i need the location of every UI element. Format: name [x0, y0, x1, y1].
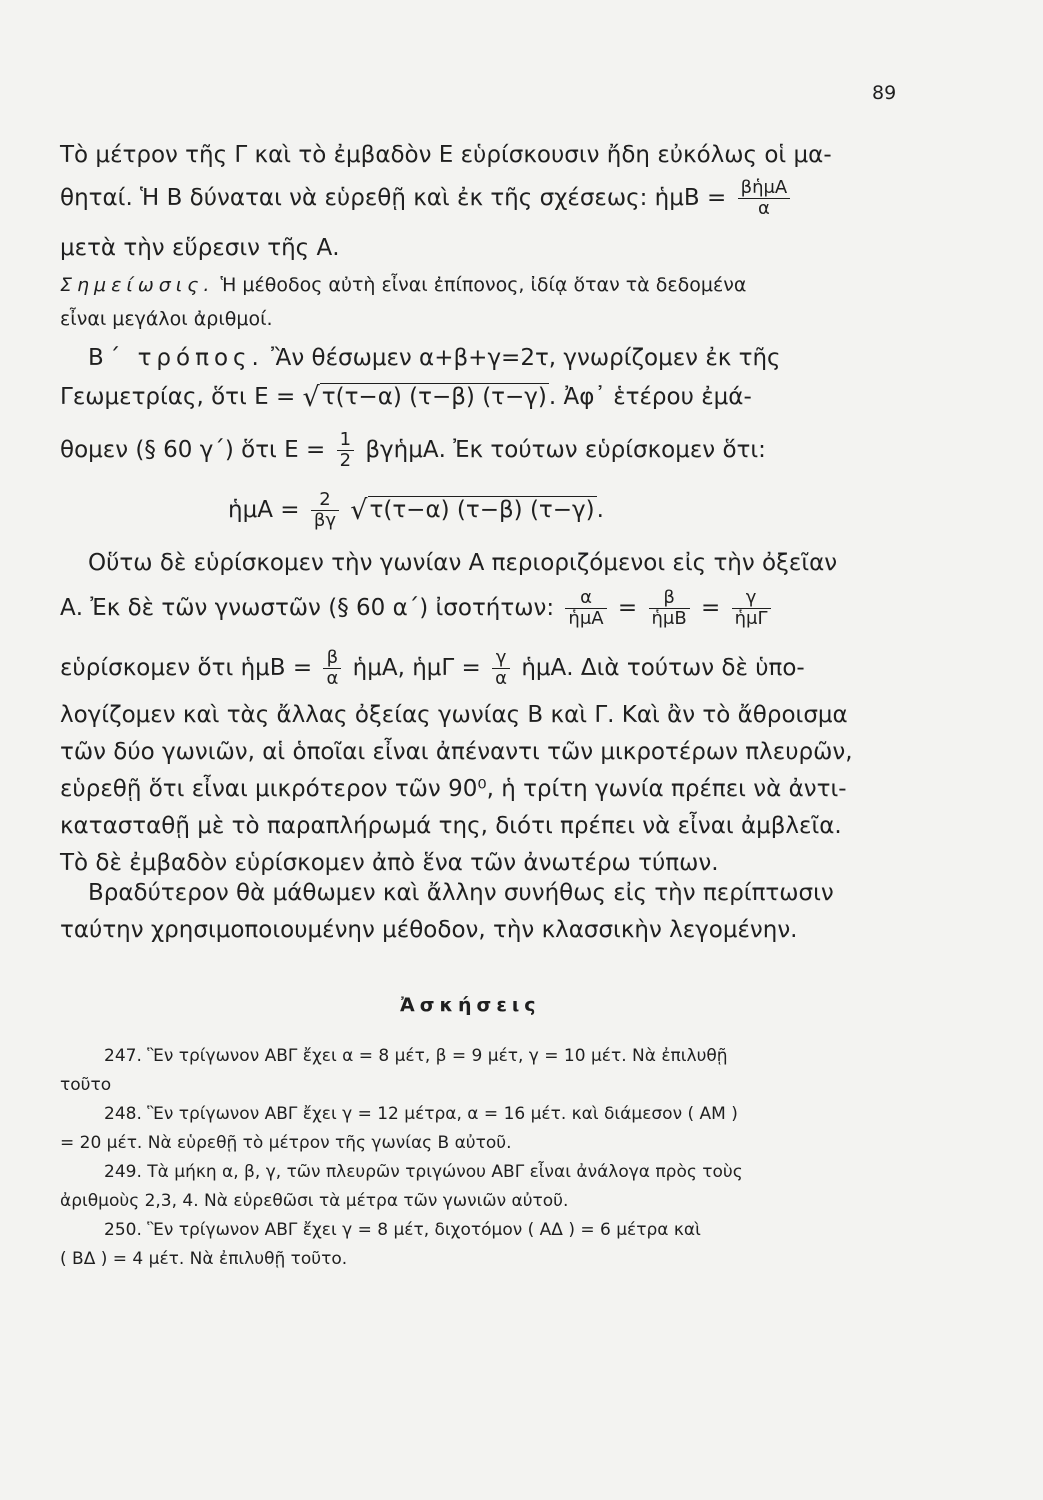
equals-sign: =: [701, 595, 721, 621]
text-segment: Ἡ μέθοδος αὐτὴ εἶναι ἐπίπονος, ἰδίᾳ ὅταν τὰ δεδομένα: [220, 274, 747, 296]
text-segment: θηταί. Ἡ Β δύναται νὰ εὑρεθῇ καὶ ἐκ τῆς σχέσεως: ἡμΒ =: [60, 185, 727, 211]
equals-sign: =: [617, 595, 638, 621]
exercise-line: 250. Ἓν τρίγωνον ΑΒΓ ἔχει γ = 8 μέτ, διχοτόμον ( ΑΔ ) = 6 μέτρα καὶ: [104, 1220, 701, 1240]
fraction-numerator: γ: [732, 588, 771, 609]
exercise-line: ἀριθμοὺς 2,3, 4. Νὰ εὑρεθῶσι τὰ μέτρα τῶν γωνιῶν αὐτοῦ.: [60, 1191, 569, 1211]
fraction: [565, 588, 606, 629]
exercise-line: = 20 μέτ. Νὰ εὑρεθῇ τὸ μέτρον τῆς γωνίας Β αὐτοῦ.: [60, 1133, 512, 1153]
fraction-denominator: ἡμΑ: [568, 608, 604, 629]
fraction: [311, 490, 339, 531]
fraction-denominator: 2: [339, 450, 352, 471]
fraction: [323, 648, 341, 689]
exercises-heading: Ἀσκήσεις: [400, 994, 541, 1016]
paragraph-line: κατασταθῇ μὲ τὸ παραπλήρωμά της, διότι πρέπει νὰ εἶναι ἀμβλεῖα.: [60, 813, 842, 839]
square-root: √τ(τ−α) (τ−β) (τ−γ): [350, 495, 595, 526]
paragraph-line: Τὸ μέτρον τῆς Γ καὶ τὸ ἐμβαδὸν Ε εὑρίσκουσιν ἤδη εὐκόλως οἱ μα-: [60, 142, 832, 168]
fraction: [732, 588, 771, 629]
formula-line: [228, 490, 604, 531]
exercise-line: 248. Ἓν τρίγωνον ΑΒΓ ἔχει γ = 12 μέτρα, α = 16 μέτ. καὶ διάμεσον ( ΑΜ ): [104, 1104, 738, 1124]
paragraph-line: λογίζομεν καὶ τὰς ἄλλας ὀξείας γωνίας Β καὶ Γ. Καὶ ἂν τὸ ἄθροισμα: [60, 702, 848, 728]
fraction-denominator: ἡμΒ: [651, 608, 687, 629]
radicand: τ(τ−α) (τ−β) (τ−γ): [369, 497, 595, 523]
note-line: εἶναι μεγάλοι ἀριθμοί.: [60, 308, 273, 330]
exercise-line: τοῦτο: [60, 1075, 112, 1095]
exercise-line: 247. Ἓν τρίγωνον ΑΒΓ ἔχει α = 8 μέτ, β = 9 μέτ, γ = 10 μέτ. Νὰ ἐπιλυθῇ: [104, 1046, 728, 1066]
paragraph-line: μετὰ τὴν εὕρεσιν τῆς Α.: [60, 235, 340, 261]
text-segment: Ἂν θέσωμεν α+β+γ=2τ, γνωρίζομεν ἐκ τῆς: [271, 345, 781, 371]
paragraph-line: [60, 178, 794, 219]
fraction: [492, 648, 510, 689]
paragraph-line: Οὕτω δὲ εὑρίσκομεν τὴν γωνίαν Α περιοριζόμενοι εἰς τὴν ὀξεῖαν: [88, 550, 838, 576]
fraction-numerator: 2: [311, 490, 339, 511]
note-label: Σημείωσις.: [60, 274, 215, 296]
fraction-denominator: α: [757, 198, 770, 219]
text-segment: Α. Ἐκ δὲ τῶν γνωστῶν (§ 60 α΄) ἰσοτήτων:: [60, 595, 555, 621]
text-segment: βγἡμΑ. Ἐκ τούτων εὑρίσκομεν ὅτι:: [365, 437, 766, 463]
fraction-numerator: α: [565, 588, 606, 609]
paragraph-line: τῶν δύο γωνιῶν, αἱ ὁποῖαι εἶναι ἀπέναντι τῶν μικροτέρων πλευρῶν,: [60, 739, 853, 765]
page-number: 89: [872, 82, 897, 104]
fraction-denominator: α: [326, 668, 339, 689]
note-line: [60, 272, 746, 298]
paragraph-line: [60, 588, 775, 629]
paragraph-line: ταύτην χρησιμοποιουμένην μέθοδον, τὴν κλασσικὴν λεγομένην.: [60, 917, 798, 943]
fraction-denominator: ἡμΓ: [734, 608, 768, 629]
fraction-numerator: β: [649, 588, 690, 609]
fraction: [337, 430, 354, 471]
paragraph-line: [60, 430, 766, 471]
paragraph-line: Βραδύτερον θὰ μάθωμεν καὶ ἄλλην συνήθως εἰς τὴν περίπτωσιν: [88, 880, 834, 906]
text-segment: . Ἀφ᾽ ἑτέρου ἐμά-: [548, 384, 752, 410]
fraction-numerator: γ: [492, 648, 510, 669]
paragraph-line: [60, 648, 805, 689]
paragraph-line: [60, 382, 752, 413]
fraction-numerator: βἡμΑ: [738, 178, 791, 199]
radicand: τ(τ−α) (τ−β) (τ−γ): [321, 384, 547, 410]
exercise-line: ( ΒΔ ) = 4 μέτ. Νὰ ἐπιλυθῇ τοῦτο.: [60, 1249, 348, 1269]
paragraph-line: [88, 343, 781, 373]
fraction-numerator: 1: [337, 430, 354, 451]
text-segment: εὑρίσκομεν ὅτι ἡμΒ =: [60, 655, 313, 681]
text-segment: Γεωμετρίας, ὅτι Ε =: [60, 384, 296, 410]
exercise-line: 249. Τὰ μήκη α, β, γ, τῶν πλευρῶν τριγώνου ΑΒΓ εἶναι ἀνάλογα πρὸς τοὺς: [104, 1162, 743, 1182]
fraction: [649, 588, 690, 629]
fraction-denominator: α: [495, 668, 508, 689]
text-segment: ἡμΑ. Διὰ τούτων δὲ ὑπο-: [521, 655, 805, 681]
fraction: [738, 178, 791, 219]
text-segment: θομεν (§ 60 γ΄) ὅτι Ε =: [60, 437, 326, 463]
text-segment: .: [596, 497, 604, 523]
fraction-numerator: β: [323, 648, 341, 669]
method-label: Β΄ τρόπος.: [88, 345, 264, 371]
paragraph-line: εὑρεθῇ ὅτι εἶναι μικρότερον τῶν 90⁰, ἡ τρίτη γωνία πρέπει νὰ ἀντι-: [60, 776, 847, 802]
fraction-denominator: βγ: [313, 510, 336, 531]
paragraph-line: Τὸ δὲ ἐμβαδὸν εὑρίσκομεν ἀπὸ ἕνα τῶν ἀνωτέρω τύπων.: [60, 850, 719, 876]
square-root: √τ(τ−α) (τ−β) (τ−γ): [302, 382, 547, 413]
text-segment: ἡμΑ =: [228, 497, 300, 523]
text-segment: ἡμΑ, ἡμΓ =: [352, 655, 481, 681]
